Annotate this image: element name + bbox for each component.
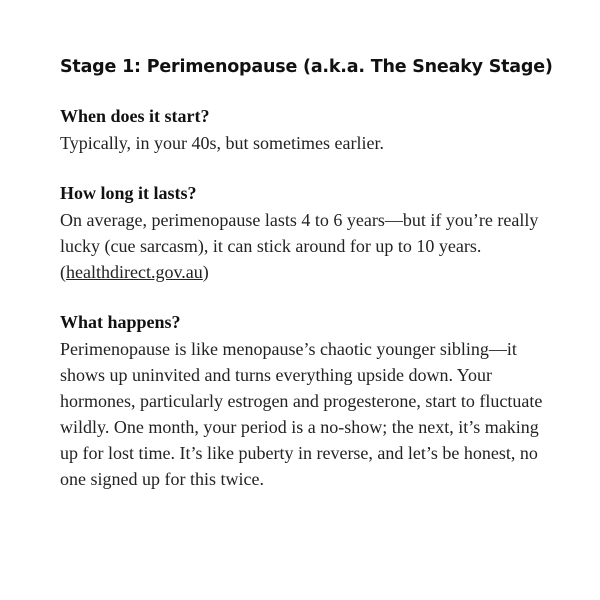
section-when-start	[60, 104, 550, 156]
section-body-suffix: )	[202, 262, 209, 282]
section-what-happens	[60, 310, 550, 492]
section-body-with-link	[60, 207, 550, 285]
section-body: Perimenopause is like menopause’s chaotic younger sibling—it shows up uninvited and turns everything upside down. Your hormones, particularly estrogen and progesterone, start to fluctuate wildly. One month, your period is a no-show; the next, it’s making up for lost time. It’s like puberty in reverse, and let’s be honest, no one signed up for this twice.	[60, 339, 543, 489]
section-how-long	[60, 181, 550, 285]
section-heading: How long it lasts?	[60, 183, 197, 203]
article	[60, 50, 553, 517]
healthdirect-link[interactable]: healthdirect.gov.au	[66, 262, 203, 282]
section-body: On average, perimenopause lasts 4 to 6 years—but if you’re really lucky (cue sarcasm), it can stick around for up to 10 years. (	[60, 210, 539, 282]
section-heading: What happens?	[60, 312, 181, 332]
stage-title: Stage 1: Perimenopause (a.k.a. The Sneaky Stage)	[60, 57, 553, 77]
section-body: Typically, in your 40s, but sometimes earlier.	[60, 133, 385, 153]
section-heading: When does it start?	[60, 106, 210, 126]
